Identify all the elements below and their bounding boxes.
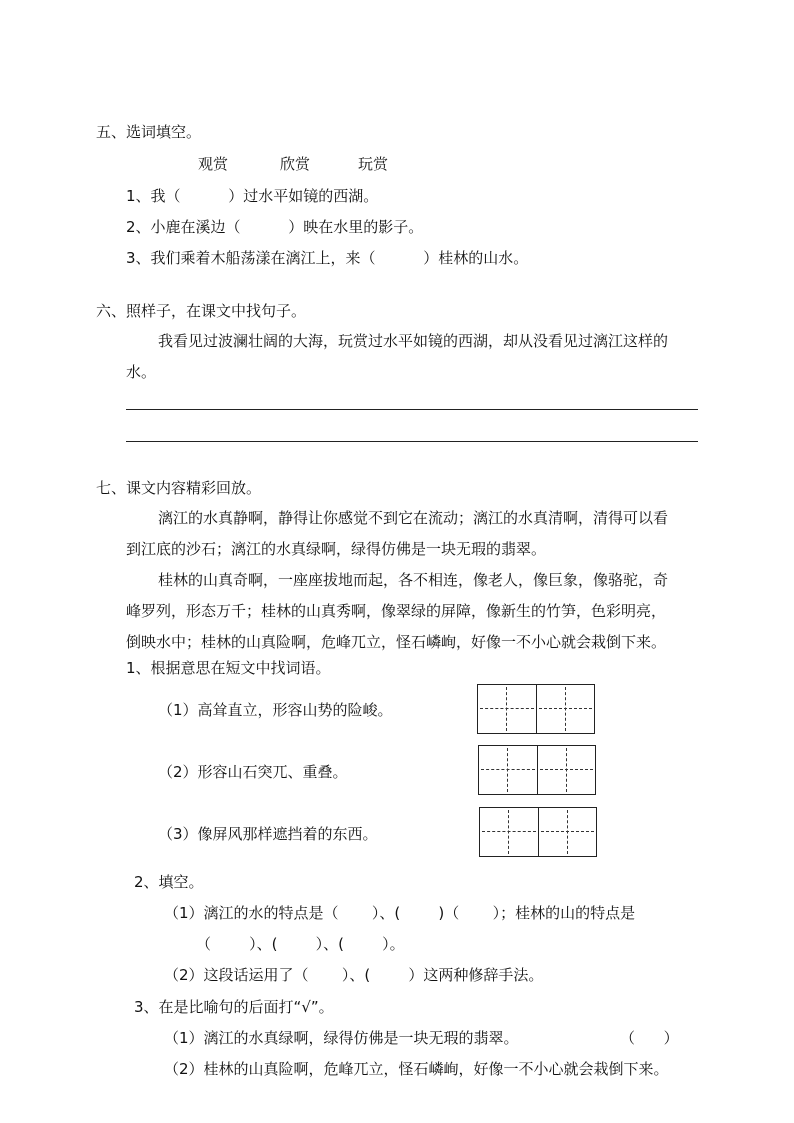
s7-q3-item-1: （1）漓江的水真绿啊，绿得仿佛是一块无瑕的翡翠。 (164, 1029, 519, 1047)
grid-cell[interactable] (478, 685, 536, 733)
passage-2-line-1: 桂林的山真奇啊，一座座拔地而起，各不相连，像老人，像巨象，像骆驼，奇 (158, 571, 669, 589)
section-5-title: 五、选词填空。 (96, 123, 202, 141)
answer-line-2[interactable] (126, 441, 698, 442)
answer-line-1[interactable] (126, 409, 698, 410)
s7-question-2: 2、填空。 (134, 873, 204, 891)
passage-2-line-2: 峰罗列，形态万千；桂林的山真秀啊，像翠绿的屏障，像新生的竹笋，色彩明亮， (126, 602, 667, 620)
word-option-1: 观赏 (198, 155, 229, 173)
answer-grid-1[interactable] (477, 684, 595, 734)
s7-question-3: 3、在是比喻句的后面打“√”。 (134, 998, 334, 1016)
passage-2-line-3: 倒映水中；桂林的山真险啊，危峰兀立，怪石嶙峋，好像一不小心就会栽倒下来。 (126, 633, 667, 651)
s7-q2-item-1-line-2: （ ）、( ）、( ）。 (196, 935, 405, 953)
s7-q1-item-3: （3）像屏风那样遮挡着的东西。 (158, 825, 378, 843)
word-option-2: 欣赏 (280, 155, 311, 173)
s7-question-1: 1、根据意思在短文中找词语。 (126, 659, 331, 677)
s7-q1-item-2: （2）形容山石突兀、重叠。 (158, 763, 348, 781)
grid-cell[interactable] (538, 808, 596, 856)
answer-grid-3[interactable] (479, 807, 597, 857)
section-6-title: 六、照样子，在课文中找句子。 (96, 302, 307, 320)
s7-q2-item-1-line-1: （1）漓江的水的特点是（ ）、( )（ ）；桂林的山的特点是 (164, 904, 636, 922)
s7-q2-item-2: （2）这段话运用了（ ）、( ）这两种修辞手法。 (164, 966, 544, 984)
section-7-title: 七、课文内容精彩回放。 (96, 479, 262, 497)
grid-cell[interactable] (479, 746, 537, 794)
s6-example-line-1: 我看见过波澜壮阔的大海，玩赏过水平如镜的西湖，却从没看见过漓江这样的 (158, 332, 669, 350)
word-option-3: 玩赏 (358, 155, 389, 173)
s7-q3-item-2: （2）桂林的山真险啊，危峰兀立，怪石嶙峋，好像一不小心就会栽倒下来。 (164, 1060, 669, 1078)
answer-grid-2[interactable] (478, 745, 596, 795)
passage-1-line-1: 漓江的水真静啊，静得让你感觉不到它在流动；漓江的水真清啊，清得可以看 (158, 509, 669, 527)
grid-cell[interactable] (536, 685, 594, 733)
s7-q1-item-1: （1）高耸直立，形容山势的险峻。 (158, 701, 393, 719)
s7-q3-item-1-answer-bracket[interactable]: （ ） (620, 1029, 679, 1047)
grid-cell[interactable] (480, 808, 538, 856)
grid-cell[interactable] (537, 746, 595, 794)
s5-question-1: 1、我（ ）过水平如镜的西湖。 (126, 187, 379, 205)
passage-1-line-2: 到江底的沙石；漓江的水真绿啊，绿得仿佛是一块无瑕的翡翠。 (126, 540, 547, 558)
s5-question-3: 3、我们乘着木船荡漾在漓江上，来（ ）桂林的山水。 (126, 249, 529, 267)
s6-example-line-2: 水。 (126, 363, 157, 381)
s5-question-2: 2、小鹿在溪边（ ）映在水里的影子。 (126, 218, 424, 236)
